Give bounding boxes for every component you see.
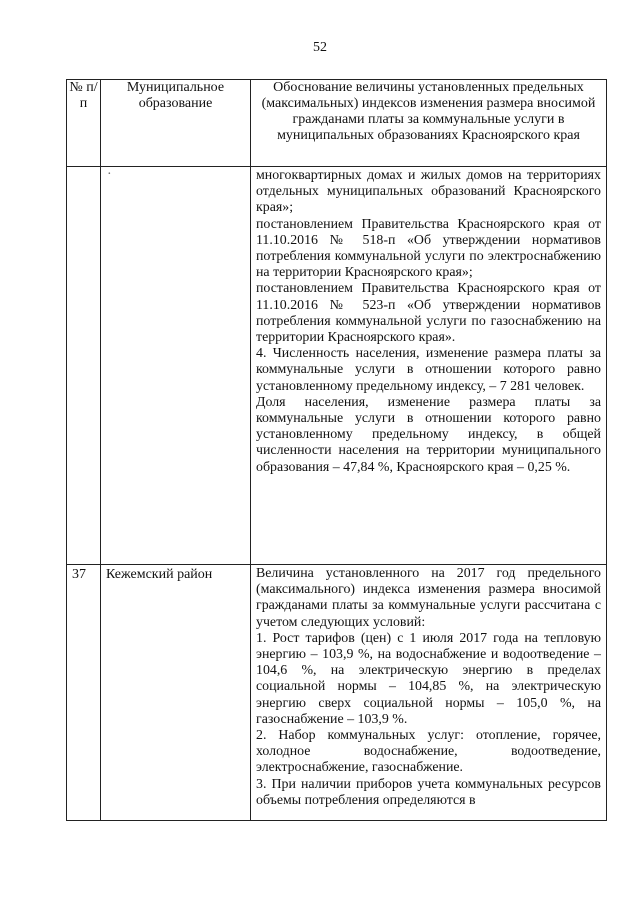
table-row [67, 167, 607, 565]
index-justification-table [66, 79, 607, 821]
paragraph: Доля населения, изменение размера платы за коммунальные услуги в отношении которого равно установленному предельному индексу, в общей численности населения на территории муниципального образования – 47,84 %, Красноярского края – 0,25 %. [256, 394, 601, 475]
header-municipality: Муниципальное образование [101, 80, 251, 167]
paragraph: 3. При наличии приборов учета коммунальных ресурсов объемы потребления определяются в [256, 776, 601, 808]
justification-cell [251, 167, 607, 565]
paragraph: постановлением Правительства Красноярского края от 11.10.2016 № 523-п «Об утверждении нормативов потребления коммунальной услуги по газоснабжению на территории Красноярского края». [256, 281, 601, 346]
page-number: 52 [313, 40, 327, 55]
header-justification: Обоснование величины установленных предельных (максимальных) индексов изменения размера вносимой гражданами платы за коммунальные услуги в муниципальных образованиях Красноярского края [251, 80, 607, 167]
table-header-row [67, 80, 607, 167]
table-row [67, 565, 607, 821]
paragraph: Величина установленного на 2017 год предельного (максимального) индекса изменения размера вносимой гражданами платы за коммунальные услуги рассчитана с учетом следующих условий: [256, 566, 601, 630]
paragraph: многоквартирных домах и жилых домов на территориях отдельных муниципальных образований Красноярского края»; [256, 168, 601, 216]
municipality-cell [101, 167, 251, 565]
row-number-cell: 37 [67, 565, 101, 821]
paragraph: 1. Рост тарифов (цен) с 1 июля 2017 года на тепловую энергию – 103,9 %, на водоснабжение и водоотведение – 104,6 %, на электрическую энергию в пределах социальной нормы – 104,85 %, на электрическую энергию сверх социальной нормы – 105,0 %, на газоснабжение – 103,9 %. [256, 630, 601, 727]
row-number-cell [67, 167, 101, 565]
paragraph: постановлением Правительства Красноярского края от 11.10.2016 № 518-п «Об утверждении нормативов потребления коммунальной услуги по электроснабжению на территории Красноярского края»; [256, 216, 601, 281]
paragraph: 4. Численность населения, изменение размера платы за коммунальные услуги в отношении которого равно установленному предельному индексу, – 7 281 человек. [256, 346, 601, 394]
municipality-cell: Кежемский район [101, 565, 251, 821]
justification-cell [251, 565, 607, 821]
paragraph: 2. Набор коммунальных услуг: отопление, горячее, холодное водоснабжение, водоотведение, электроснабжение, газоснабжение. [256, 728, 601, 776]
header-number: № п/п [67, 80, 101, 167]
scan-mark: · [107, 167, 112, 182]
